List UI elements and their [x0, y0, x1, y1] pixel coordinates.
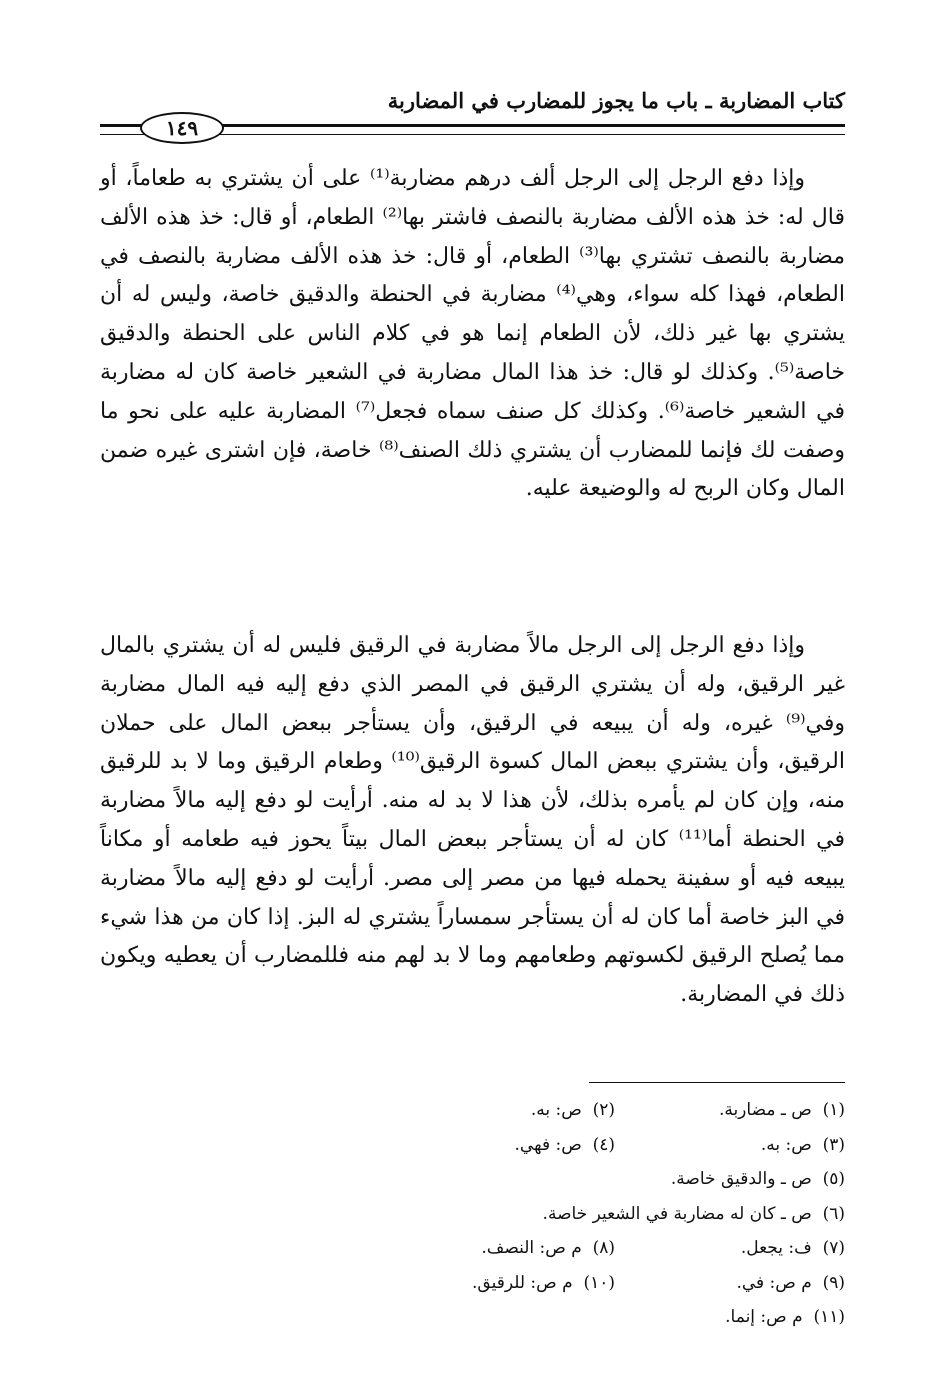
footnote-row — [280, 1197, 845, 1232]
footnote-7: (٧) ف: يجعل. — [740, 1238, 845, 1258]
footnote-10: (١٠) م ص: للرقيق. — [472, 1272, 615, 1293]
footnote-2: (٢) ص: به. — [530, 1100, 615, 1120]
footnote-separator — [589, 1082, 845, 1083]
footnote-8: (٨) م ص: النصف. — [481, 1238, 615, 1258]
footnote-row — [280, 1128, 845, 1163]
page-header — [100, 88, 845, 148]
footnote-11: (١١) م ص: إنما. — [725, 1307, 845, 1327]
footnote-3: (٣) ص: به. — [760, 1134, 845, 1155]
footnote-row — [280, 1300, 845, 1335]
footnote-row — [280, 1266, 845, 1301]
footnote-row — [280, 1093, 845, 1128]
footnote-row — [280, 1162, 845, 1197]
footnote-6: (٦) ص ـ كان له مضاربة في الشعير خاصة. — [542, 1203, 845, 1224]
footnote-1: (١) ص ـ مضاربة. — [718, 1100, 845, 1120]
paragraph-2: وإذا دفع الرجل إلى الرجل مالاً مضاربة في الرقيق فليس له أن يشتري بالمال غير الرقيق، وله أن يشتري الرقيق في المصر الذي دفع إليه فيه المال مضاربة وفي⁽⁹⁾ غيره، وله أن يبيعه في الرقيق، وأن يستأجر ببعض المال على حملان الرقيق، وأن يشتري ببعض المال كسوة الرقيق⁽¹⁰⁾ وطعام الرقيق وما لا بد للرقيق منه، وإن كان لم يأمره بذلك، لأن هذا لا بد له منه. أرأيت لو دفع إليه مالاً مضاربة في الحنطة أما⁽¹¹⁾ كان له أن يستأجر ببعض المال بيتاً يحوز فيه طعامه أو مكاناً يبيعه فيه أو سفينة يحمله فيها من مصر إلى مصر. أرأيت لو دفع إليه مالاً مضاربة في البز خاصة أما كان له أن يستأجر سمساراً يشتري له البز. إذا كان من هذا شيء مما يُصلح الرقيق لكسوتهم وطعامهم وما لا بد لهم منه فللمضارب أن يعطيه ويكون ذلك في المضاربة. — [100, 633, 845, 1008]
paragraph-1: وإذا دفع الرجل إلى الرجل ألف درهم مضاربة⁽¹⁾ على أن يشتري به طعاماً، أو قال له: خذ هذه الألف مضاربة بالنصف فاشتر بها⁽²⁾ الطعام، أو قال: خذ هذه الألف مضاربة بالنصف تشتري بها⁽³⁾ الطعام، أو قال: خذ هذه الألف مضاربة بالنصف في الطعام، فهذا كله سواء، وهي⁽⁴⁾ مضاربة في الحنطة والدقيق خاصة، وليس له أن يشتري بها غير ذلك، لأن الطعام إنما هو في كلام الناس على الحنطة والدقيق خاصة⁽⁵⁾. وكذلك لو قال: خذ هذا المال مضاربة في الشعير خاصة كان له مضاربة في الشعير خاصة⁽⁶⁾. وكذلك كل صنف سماه فجعل⁽⁷⁾ المضاربة عليه على نحو ما وصفت لك فإنما للمضارب أن يشتري ذلك الصنف⁽⁸⁾ خاصة، فإن اشترى غيره ضمن المال وكان الربح له والوضيعة عليه. — [100, 166, 845, 502]
footnote-9: (٩) م ص: في. — [736, 1272, 845, 1293]
footnote-4: (٤) ص: فهي. — [514, 1134, 615, 1155]
footnotes — [280, 1093, 845, 1335]
footnote-row — [280, 1231, 845, 1266]
footnote-5: (٥) ص ـ والدقيق خاصة. — [670, 1169, 845, 1189]
page-number: ١٤٩ — [140, 112, 224, 144]
running-title: كتاب المضاربة ـ باب ما يجوز للمضارب في المضاربة — [387, 88, 845, 113]
